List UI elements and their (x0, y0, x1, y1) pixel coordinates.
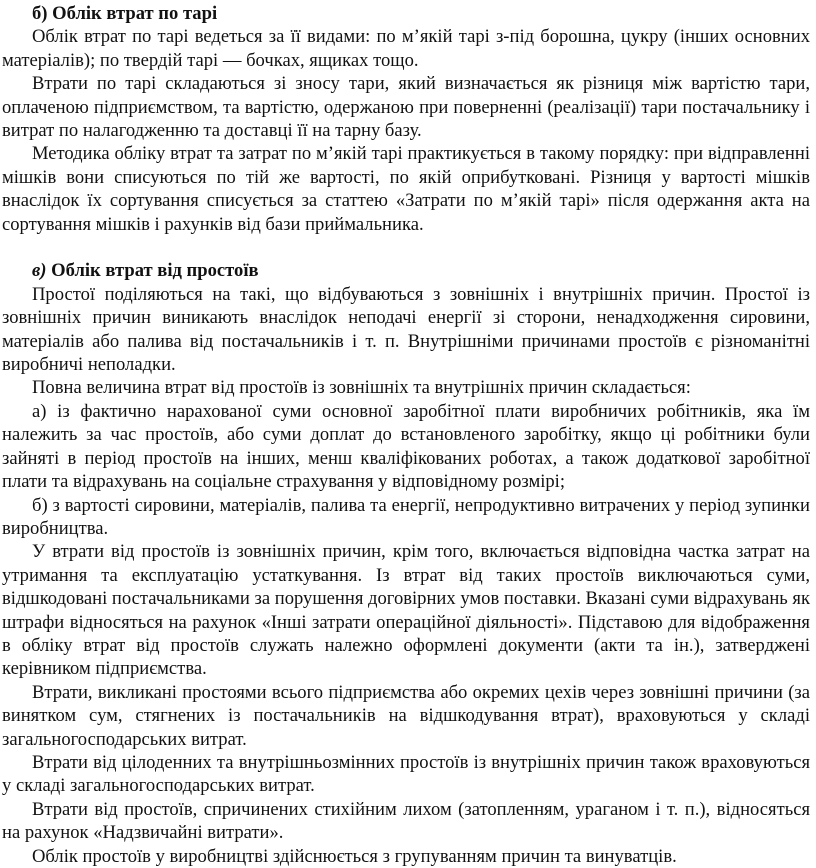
section-b-heading (2, 2, 810, 25)
paragraph: Повна величина втрат від простоїв із зовнішніх та внутрішніх причин складається: (32, 377, 691, 399)
paragraph: Втрати по тарі складаються зі зносу тари, який визначається як різниця між вартістю тари, оплаченою підприємством, та вартістю, одержаною при поверненні (реалізації) тари постачальнику і витрат по налагодженню та доставці її на тарну базу. (2, 73, 810, 142)
paragraph: У втрати від простоїв із зовнішніх причин, крім того, включається відповідна частка затрат на утримання та експлуатацію устаткування. Із втрат від таких простоїв виключаються суми, відшкодовані постачальниками за порушення договірних умов поставки. Вказані суми відрахувань як штрафи відносяться на рахунок «Інші затрати операційної діяльності». Підставою для відображення в обліку втрат від простоїв служать належно оформлені документи (акти та ін.), затверджені керівником підприємства. (2, 541, 810, 680)
section-v-title: Облік втрат від простоїв (51, 260, 259, 282)
paragraph: Облік простоїв у виробництві здійснюється з групуванням причин та винуватців. (32, 845, 677, 867)
paragraph: Простої поділяються на такі, що відбуваються з зовнішніх і внутрішніх причин. Простої із зовнішніх причин виникають внаслідок неподачі енергії зі сторони, ненадходження сировини, матеріалів або палива від постачальників і т. п. Внутрішніми причинами простоїв є різноманітні виробничі неполадки. (2, 283, 810, 376)
section-v-heading (2, 259, 810, 282)
paragraph: Втрати, викликані простоями всього підприємства або окремих цехів через зовнішні причини (за винятком сум, стягнених із постачальників на відшкодування втрат), враховуються у складі загальногосподарських витрат. (2, 681, 810, 750)
section-spacer (2, 236, 810, 259)
section-v-marker: в) (32, 260, 47, 282)
paragraph: Втрати від простоїв, спричинених стихійним лихом (затопленням, ураганом і т. п.), відносяться на рахунок «Надзвичайні витрати». (2, 798, 810, 844)
section-b-marker: б) (32, 3, 48, 24)
section-b-title: Облік втрат по тарі (52, 3, 218, 24)
paragraph: Методика обліку втрат та затрат по м’якій тарі практикується в такому порядку: при відправленні мішків вони списуються по тій же вартості, по якій оприбутковані. Різниця у вартості мішків внаслідок їх сортування списується за статтею «Затрати по м’якій тарі» після одержання акта на сортування мішків і рахунків від бази приймальника. (2, 143, 810, 235)
list-item-b: б) з вартості сировини, матеріалів, палива та енергії, непродуктивно витрачених у період зупинки виробництва. (2, 494, 810, 539)
list-item-a: а) із фактично нарахованої суми основної заробітної плати виробничих робітників, яка їм належить за час простоїв, або суми доплат до встановленого заробітку, якщо ці робітники були зайняті в період простоїв на інших, менш кваліфікованих роботах, а також додаткової заробітної плати та відрахувань на соціальне страхування у відповідному розмірі; (2, 400, 810, 493)
paragraph: Втрати від цілоденних та внутрішньозмінних простоїв із внутрішніх причин також враховуються у складі загальногосподарських витрат. (2, 751, 810, 797)
paragraph: Облік втрат по тарі ведеться за її видами: по м’якій тарі з-під борошна, цукру (інших основних матеріалів); по твердій тарі — бочках, ящиках тощо. (2, 26, 810, 71)
